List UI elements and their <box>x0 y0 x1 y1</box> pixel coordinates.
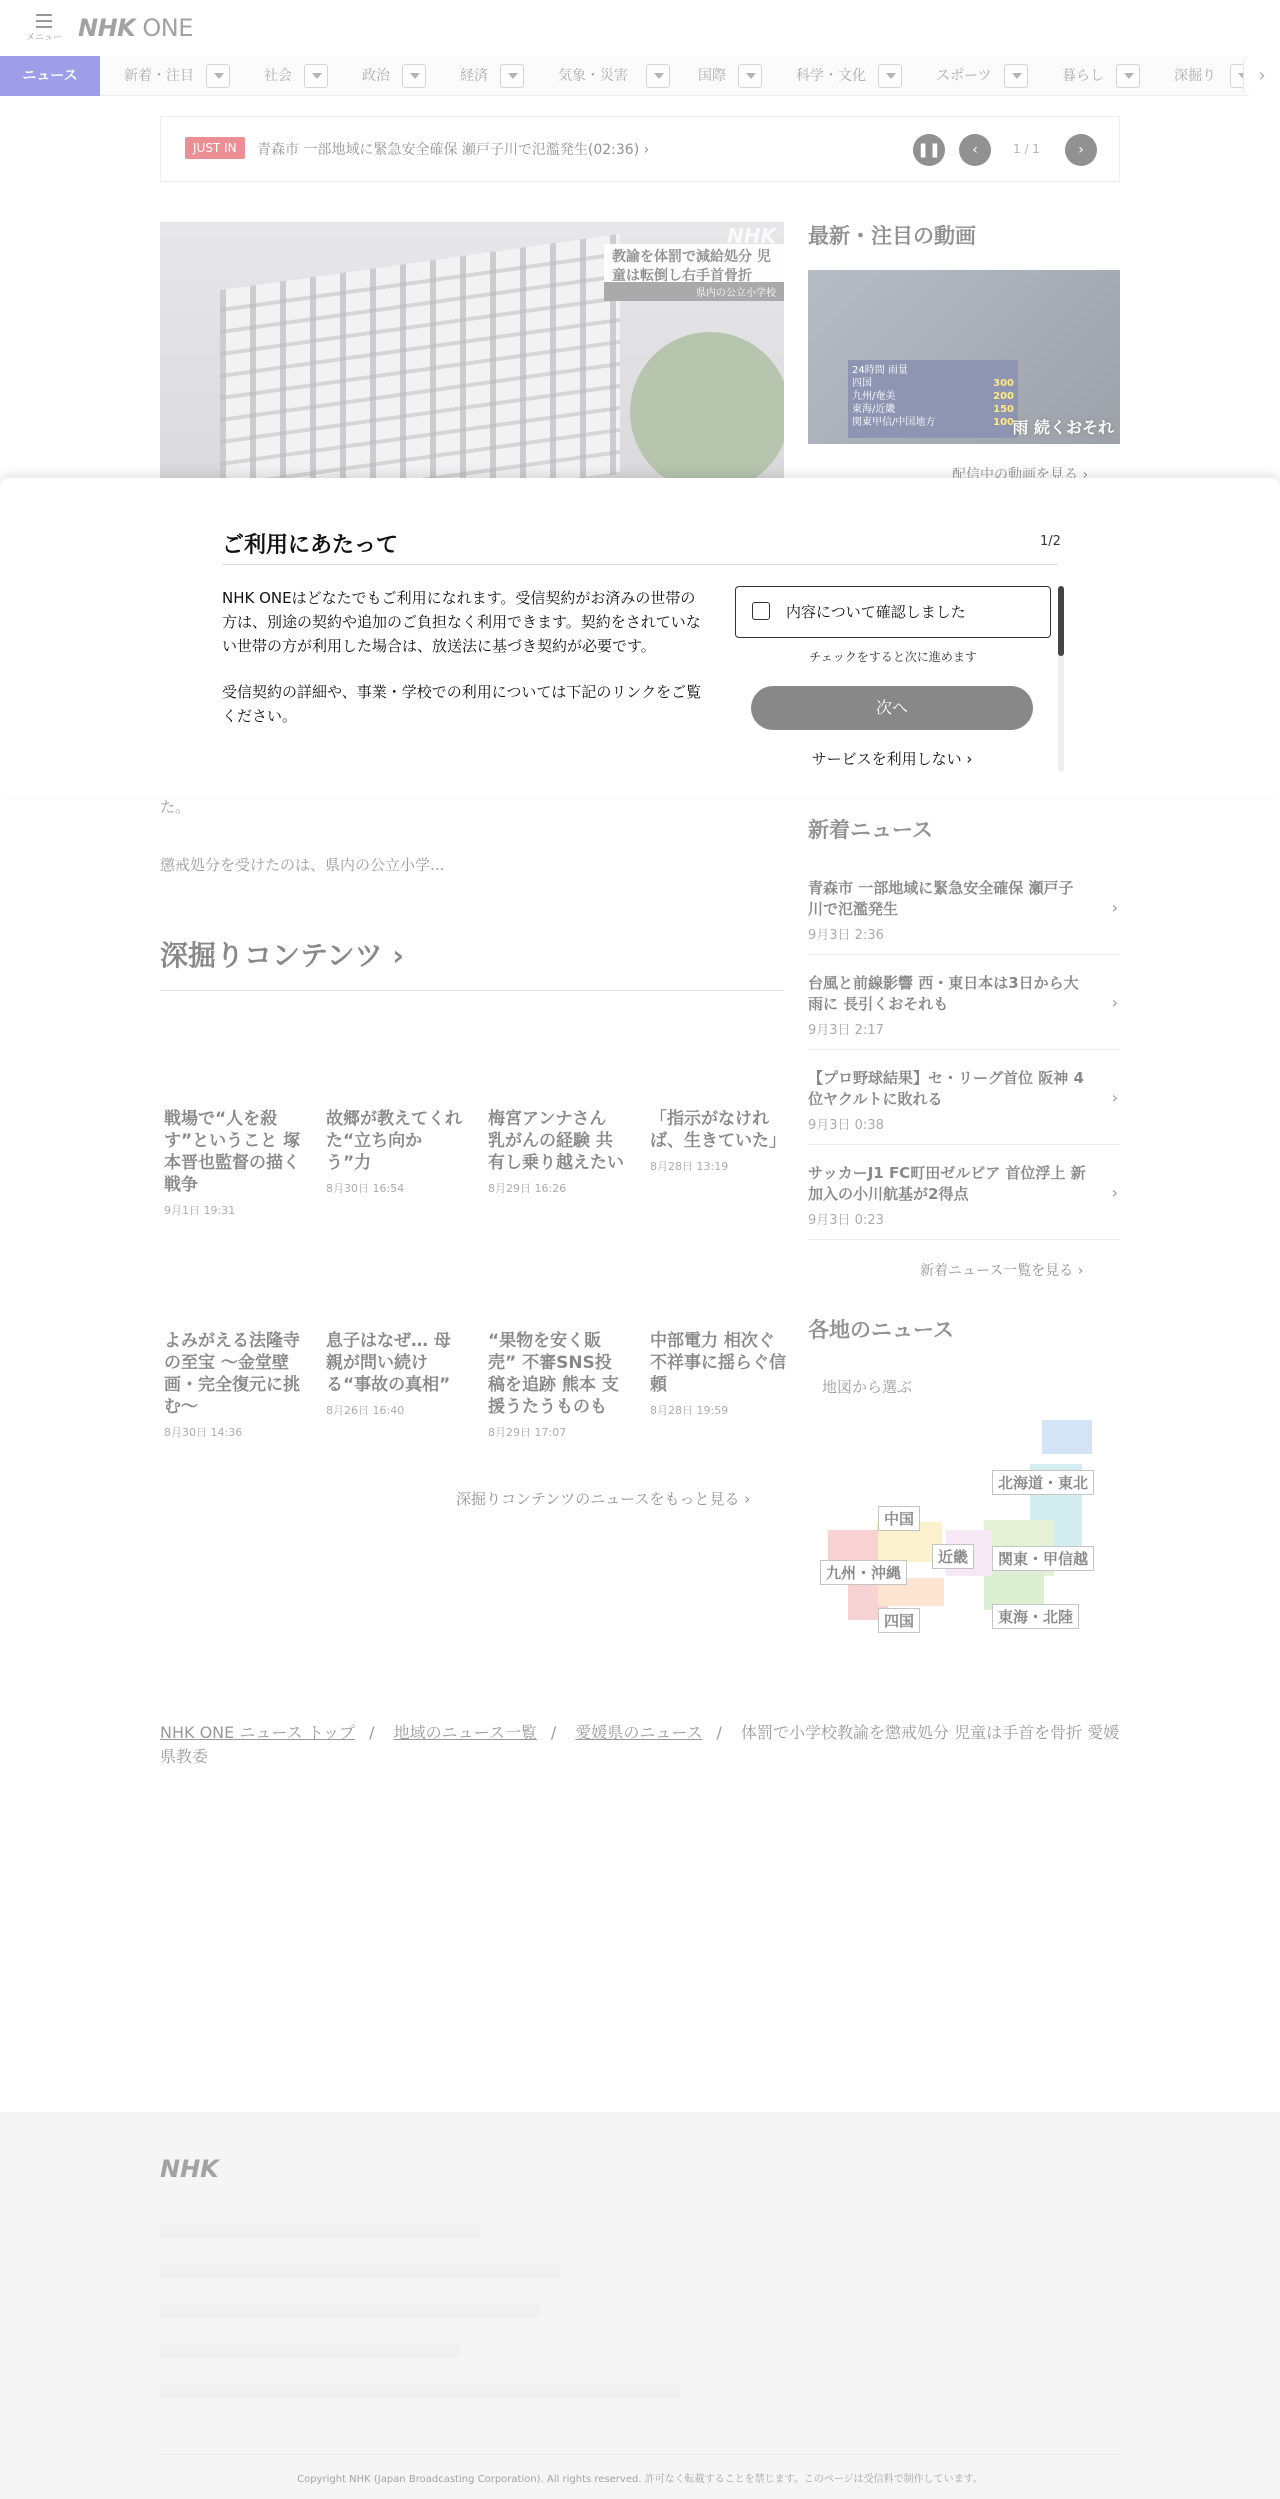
confirm-checkbox[interactable]: 内容について確認しました <box>735 586 1051 638</box>
divider <box>222 564 1058 565</box>
decline-link[interactable]: サービスを利用しない › <box>811 750 973 768</box>
modal-scrollbar[interactable] <box>1058 586 1064 772</box>
confirm-note: チェックをすると次に進めます <box>809 650 977 664</box>
terms-modal <box>0 478 1280 796</box>
modal-page-indicator: 1/2 <box>1040 534 1061 549</box>
modal-title: ご利用にあたって <box>222 533 399 558</box>
modal-body <box>222 586 706 748</box>
checkbox-icon[interactable] <box>752 602 770 620</box>
modal-paragraph: NHK ONEはどなたでもご利用になれます。受信契約がお済みの世帯の方は、別途の契約や追加のご負担なく利用できます。契約をされていない世帯の方が利用した場合は、放送法に基づき契約が必要です。 <box>222 589 701 655</box>
next-button[interactable]: 次へ <box>751 686 1033 730</box>
modal-paragraph: 受信契約の詳細や、事業・学校での利用については下記のリンクをご覧ください。 <box>222 683 702 725</box>
